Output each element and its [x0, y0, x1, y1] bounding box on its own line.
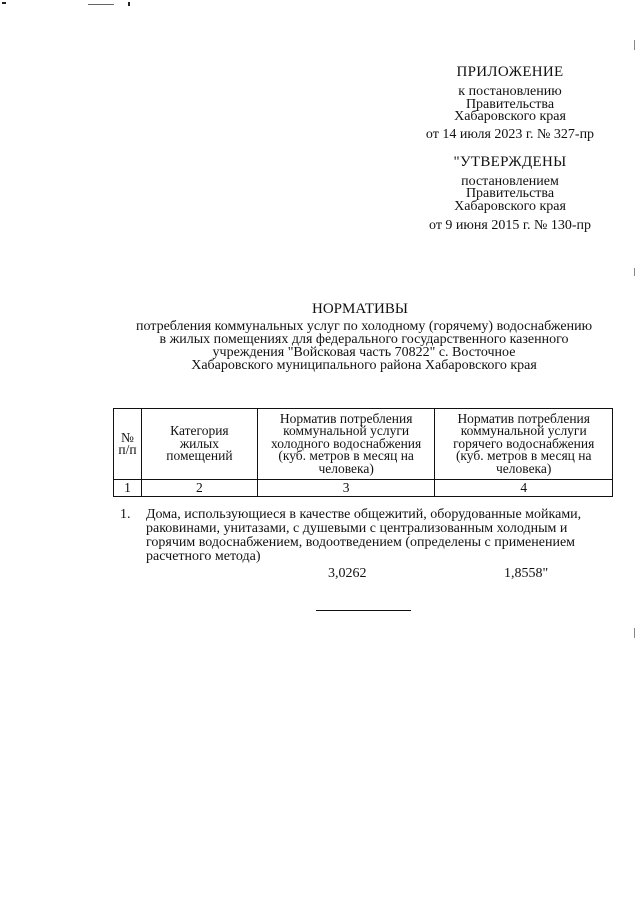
row-description-line: горячим водоснабжением, водоотведением (определены с применением [146, 535, 576, 550]
appendix-line: Правительства [465, 97, 555, 112]
approved-date: от 9 июня 2015 г. № 130-пр [429, 218, 591, 233]
subtitle-line: Хабаровского муниципального района Хабаровского края [191, 358, 537, 373]
scan-artifact [634, 40, 635, 50]
norms-table [113, 408, 613, 497]
table-header-row [114, 409, 613, 480]
table-cell: 3 [257, 480, 435, 497]
appendix-line: к постановлению [458, 84, 562, 99]
scan-artifact [128, 2, 130, 6]
appendix-line: Хабаровского края [454, 109, 566, 124]
subtitle-line: в жилых помещениях для федерального государственного казенного [159, 332, 569, 347]
approved-line: постановлением [461, 174, 559, 189]
header-hot-water: Норматив потребления коммунальной услуги горячего водоснабжения (куб. метров в месяц на человека) [435, 409, 613, 480]
header-number: № п/п [114, 409, 142, 480]
table-index-row [114, 480, 613, 497]
approved-line: Правительства [465, 186, 555, 201]
table-cell: 4 [435, 480, 613, 497]
header-category: Категория жилых помещений [141, 409, 257, 480]
approved-line: Хабаровского края [454, 199, 566, 214]
appendix-date: от 14 июля 2023 г. № 327-пр [425, 127, 595, 142]
closing-divider [316, 610, 411, 611]
row-number: 1. [120, 507, 131, 522]
row-description-line: Дома, использующиеся в качестве общежитий, оборудованные мойками, [146, 507, 582, 522]
row-description-line: расчетного метода) [146, 549, 261, 564]
row-description-line: раковинами, унитазами, с душевыми с централизованным холодным и [146, 521, 568, 536]
scan-artifact [88, 4, 114, 5]
scan-artifact [634, 268, 635, 276]
header-cold-water: Норматив потребления коммунальной услуги холодного водоснабжения (куб. метров в месяц на человека) [257, 409, 435, 480]
approved-title: "УТВЕРЖДЕНЫ [453, 154, 567, 170]
subtitle-line: потребления коммунальных услуг по холодному (горячему) водоснабжению [135, 319, 593, 334]
table-cell: 1 [114, 480, 142, 497]
hot-water-value: 1,8558" [504, 566, 549, 581]
document-title: НОРМАТИВЫ [312, 301, 408, 317]
cold-water-value: 3,0262 [328, 566, 367, 581]
appendix-title: ПРИЛОЖЕНИЕ [456, 64, 564, 80]
scan-artifact [2, 2, 6, 4]
subtitle-line: учреждения "Войсковая часть 70822" с. Восточное [212, 345, 516, 360]
table-cell: 2 [141, 480, 257, 497]
scan-artifact [634, 628, 635, 638]
